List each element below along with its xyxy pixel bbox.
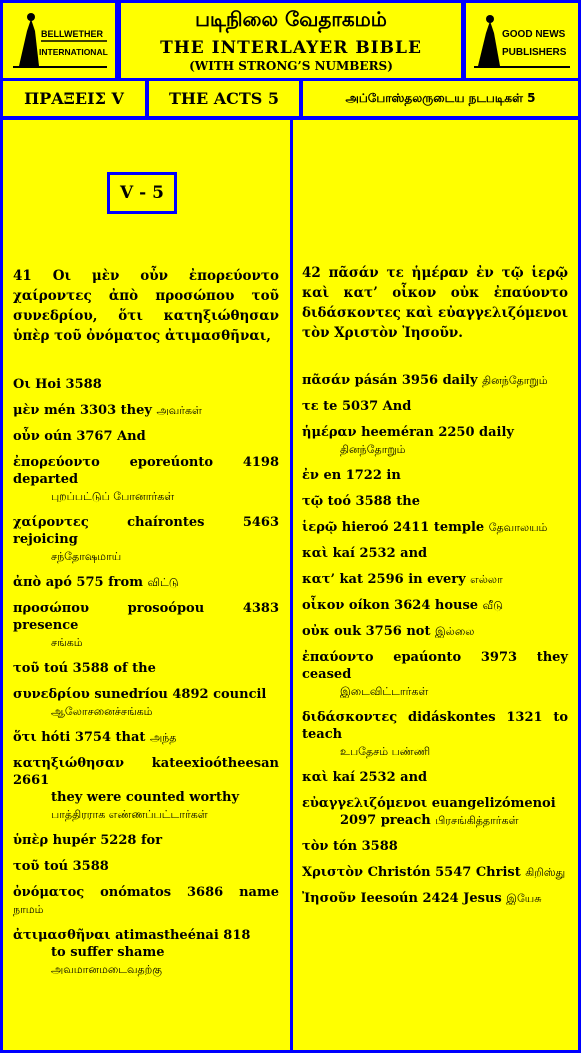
word-entry-tamil: அவமானமடைவதற்கு <box>51 963 162 976</box>
word-entry-main <box>13 686 279 703</box>
word-entry-continuation <box>13 789 279 806</box>
word-entry <box>302 838 568 855</box>
logo-text-line1: GOOD NEWS <box>502 28 566 40</box>
word-entry-tamil: விட்டு <box>147 576 179 589</box>
word-entry <box>302 519 568 536</box>
word-entry-text: καὶ kaí 2532 and <box>302 546 428 561</box>
word-entry <box>13 832 279 849</box>
word-entry-main <box>13 832 279 849</box>
word-entry <box>13 574 279 591</box>
title-subtitle: (WITH STRONG’S NUMBERS) <box>189 59 393 73</box>
word-entry-tamil: கிறிஸ்து <box>525 866 566 879</box>
word-entry <box>13 729 279 746</box>
word-entry <box>302 597 568 614</box>
word-entry-text: κατ’ kat 2596 in every <box>302 572 466 587</box>
word-entry-text: οἶκον oíkon 3624 house <box>302 598 479 613</box>
english-book-header <box>146 78 302 119</box>
word-entry-main <box>302 424 568 441</box>
word-entry-tamil: எல்லா <box>470 573 503 586</box>
word-entry <box>13 927 279 978</box>
word-entry <box>13 514 279 565</box>
word-entry-text: προσώπου prosoópou 4383 presence <box>13 601 279 633</box>
word-entry-text: οὖν oún 3767 And <box>13 429 146 444</box>
logo-text-line2: INTERNATIONAL <box>39 46 108 57</box>
word-entry <box>302 571 568 588</box>
word-entry-main <box>302 864 568 881</box>
word-entry-tamil: சங்கம் <box>51 636 83 649</box>
word-entry-main <box>13 600 279 634</box>
word-entry-main <box>302 838 568 855</box>
tamil-book-header <box>300 78 581 119</box>
word-entry-main <box>13 755 279 789</box>
word-entry-main <box>13 574 279 591</box>
word-entry-tamil: அவர்கள் <box>156 404 202 417</box>
word-entry-main <box>302 623 568 640</box>
word-entry-tamil: நாமம் <box>13 903 44 916</box>
word-entry-main <box>13 660 279 677</box>
word-entry-main <box>302 372 568 389</box>
word-entry-text: τε te 5037 And <box>302 399 412 414</box>
word-entry-tamil: பாத்திரராக எண்ணப்பட்டார்கள் <box>51 808 208 821</box>
word-entry-text: ὀνόματος onómatos 3686 name <box>13 885 279 900</box>
word-entry-text: ἱερῷ hieroó 2411 temple <box>302 520 485 535</box>
chapter-label: V - 5 <box>107 172 177 214</box>
word-entry-text: ἀτιμασθῆναι atimastheénai 818 <box>13 928 251 943</box>
word-entry-text: χαίροντες chaírontes 5463 rejoicing <box>13 515 279 547</box>
word-entry-tamil: வீடு <box>482 599 503 612</box>
word-entry-text: τὸν tón 3588 <box>302 839 398 854</box>
word-entry <box>302 623 568 640</box>
word-entry-text: ἐπορεύοντο eporeúonto 4198 departed <box>13 455 279 487</box>
word-entry-main <box>302 467 568 484</box>
word-entry-tamil: புறப்பட்டுப் போனார்கள் <box>51 490 175 503</box>
word-entry <box>13 428 279 445</box>
title-tamil: படிநிலை வேதாகமம் <box>195 7 387 31</box>
word-entry-tamil: சந்தோஷமாய் <box>51 550 122 563</box>
word-entry-main <box>13 884 279 918</box>
title-english: THE INTERLAYER BIBLE <box>160 38 422 58</box>
word-entry-text: κατηξιώθησαν kateexioótheesan 2661 <box>13 756 279 788</box>
word-entry-tamil: தினந்தோறும் <box>340 443 406 456</box>
word-entry-main <box>13 927 279 944</box>
word-entry-text: συνεδρίου sunedríou 4892 council <box>13 687 267 702</box>
word-entry <box>13 686 279 720</box>
word-entry-main <box>13 858 279 875</box>
greek-book-header <box>0 78 148 119</box>
word-entry <box>13 402 279 419</box>
word-entry-tamil: தினந்தோறும் <box>482 374 548 387</box>
word-entry-tamil: பிரசங்கித்தார்கள் <box>435 814 519 827</box>
word-entry-continuation-text: they were counted worthy <box>51 790 240 805</box>
word-entry <box>13 376 279 393</box>
word-entry-main <box>13 376 279 393</box>
word-entry-main <box>302 795 568 812</box>
word-entry-continuation <box>13 944 279 961</box>
word-entry <box>13 454 279 505</box>
word-entry-text: ἡμέραν heeméran 2250 daily <box>302 425 514 440</box>
word-entry-text: Οι Hoi 3588 <box>13 377 102 392</box>
word-entry-text: Ἰησοῦν Ieesoún 2424 Jesus <box>302 891 502 906</box>
word-entry-main <box>302 398 568 415</box>
word-entry-text: πᾶσάν pásán 3956 daily <box>302 373 478 388</box>
word-entry-main <box>13 729 279 746</box>
verse-42-text: 42 πᾶσάν τε ἡμέραν ἐν τῷ ἱερῷ καὶ κατ’ οἶκον οὐκ ἐπαύοντο διδάσκοντες καὶ εὐαγγελιζόμενοι τὸν Χριστὸν Ἰησοῦν. <box>302 265 568 341</box>
left-column <box>0 117 293 1053</box>
right-word-list <box>302 372 568 916</box>
word-entry <box>302 424 568 458</box>
word-entry-text: τῷ toó 3588 the <box>302 494 420 509</box>
word-entry-main <box>302 519 568 536</box>
word-entry <box>302 864 568 881</box>
verse-41-text: 41 Οι μὲν οὖν ἐπορεύοντο χαίροντες ἀπὸ προσώπου τοῦ συνεδρίου, ὅτι κατηξιώθησαν ὑπὲρ τοῦ ὀνόματος ἀτιμασθῆναι, <box>13 268 279 344</box>
left-word-list <box>13 376 279 987</box>
word-entry <box>13 600 279 651</box>
word-entry <box>302 890 568 907</box>
word-entry-text: διδάσκοντες didáskontes 1321 to teach <box>302 710 568 742</box>
logo-text-line2: PUBLISHERS <box>502 46 567 58</box>
word-entry-text: τοῦ toú 3588 of the <box>13 661 156 676</box>
word-entry <box>302 398 568 415</box>
word-entry-text: Χριστὸν Christón 5547 Christ <box>302 865 521 880</box>
word-entry-tamil: தேவாலயம் <box>488 521 548 534</box>
word-entry-tamil: இடைவிட்டார்கள் <box>340 685 429 698</box>
word-entry <box>13 884 279 918</box>
word-entry-main <box>302 493 568 510</box>
word-entry-text: εὐαγγελιζόμενοι euangelizómenoi <box>302 796 556 811</box>
word-entry-text: ἐπαύοντο epaúonto 3973 they ceased <box>302 650 568 682</box>
greek-book-label: ΠΡΑΞΕΙΣ V <box>24 89 124 108</box>
word-entry-continuation-text: 2097 preach <box>340 813 431 828</box>
word-entry-tamil: உபதேசம் பண்ணி <box>340 745 431 758</box>
word-entry-main <box>302 890 568 907</box>
english-book-label: THE ACTS 5 <box>168 89 280 108</box>
word-entry-main <box>302 709 568 743</box>
tamil-book-label: அப்போஸ்தலருடைய நடபடிகள் 5 <box>345 90 536 105</box>
word-entry-text: τοῦ toú 3588 <box>13 859 109 874</box>
word-entry-text: καὶ kaí 2532 and <box>302 770 428 785</box>
word-entry-text: ὅτι hóti 3754 that <box>13 730 146 745</box>
word-entry-tamil: இல்லை <box>434 625 475 638</box>
word-entry-tamil: ஆலோசனைச்சங்கம் <box>51 705 153 718</box>
word-entry <box>302 372 568 389</box>
word-entry-main <box>302 545 568 562</box>
right-column <box>290 117 581 1053</box>
word-entry-main <box>13 454 279 488</box>
word-entry-main <box>302 571 568 588</box>
good-news-logo-icon <box>472 11 572 71</box>
bellwether-logo-icon <box>9 11 109 71</box>
word-entry <box>302 493 568 510</box>
word-entry <box>302 467 568 484</box>
word-entry <box>302 709 568 760</box>
word-entry-main <box>13 428 279 445</box>
title-box <box>118 0 464 81</box>
word-entry-main <box>302 769 568 786</box>
word-entry-text: μὲν mén 3303 they <box>13 403 152 418</box>
word-entry-continuation-text: to suffer shame <box>51 945 165 960</box>
word-entry <box>302 769 568 786</box>
word-entry-main <box>302 597 568 614</box>
word-entry-text: ὑπὲρ hupér 5228 for <box>13 833 163 848</box>
word-entry <box>13 858 279 875</box>
word-entry-text: ἐν en 1722 in <box>302 468 401 483</box>
word-entry <box>302 795 568 829</box>
word-entry <box>13 755 279 823</box>
left-logo-box <box>0 0 118 81</box>
word-entry-text: οὐκ ouk 3756 not <box>302 624 431 639</box>
word-entry-tamil: அந்த <box>149 731 177 744</box>
word-entry-text: ἀπὸ apó 575 from <box>13 575 143 590</box>
logo-text-line1: BELLWETHER <box>41 28 103 39</box>
word-entry <box>302 649 568 700</box>
word-entry-tamil: இயேசு <box>506 892 542 905</box>
right-logo-box <box>463 0 581 81</box>
word-entry <box>302 545 568 562</box>
word-entry-continuation <box>302 812 568 829</box>
word-entry <box>13 660 279 677</box>
word-entry-main <box>302 649 568 683</box>
word-entry-main <box>13 402 279 419</box>
word-entry-main <box>13 514 279 548</box>
